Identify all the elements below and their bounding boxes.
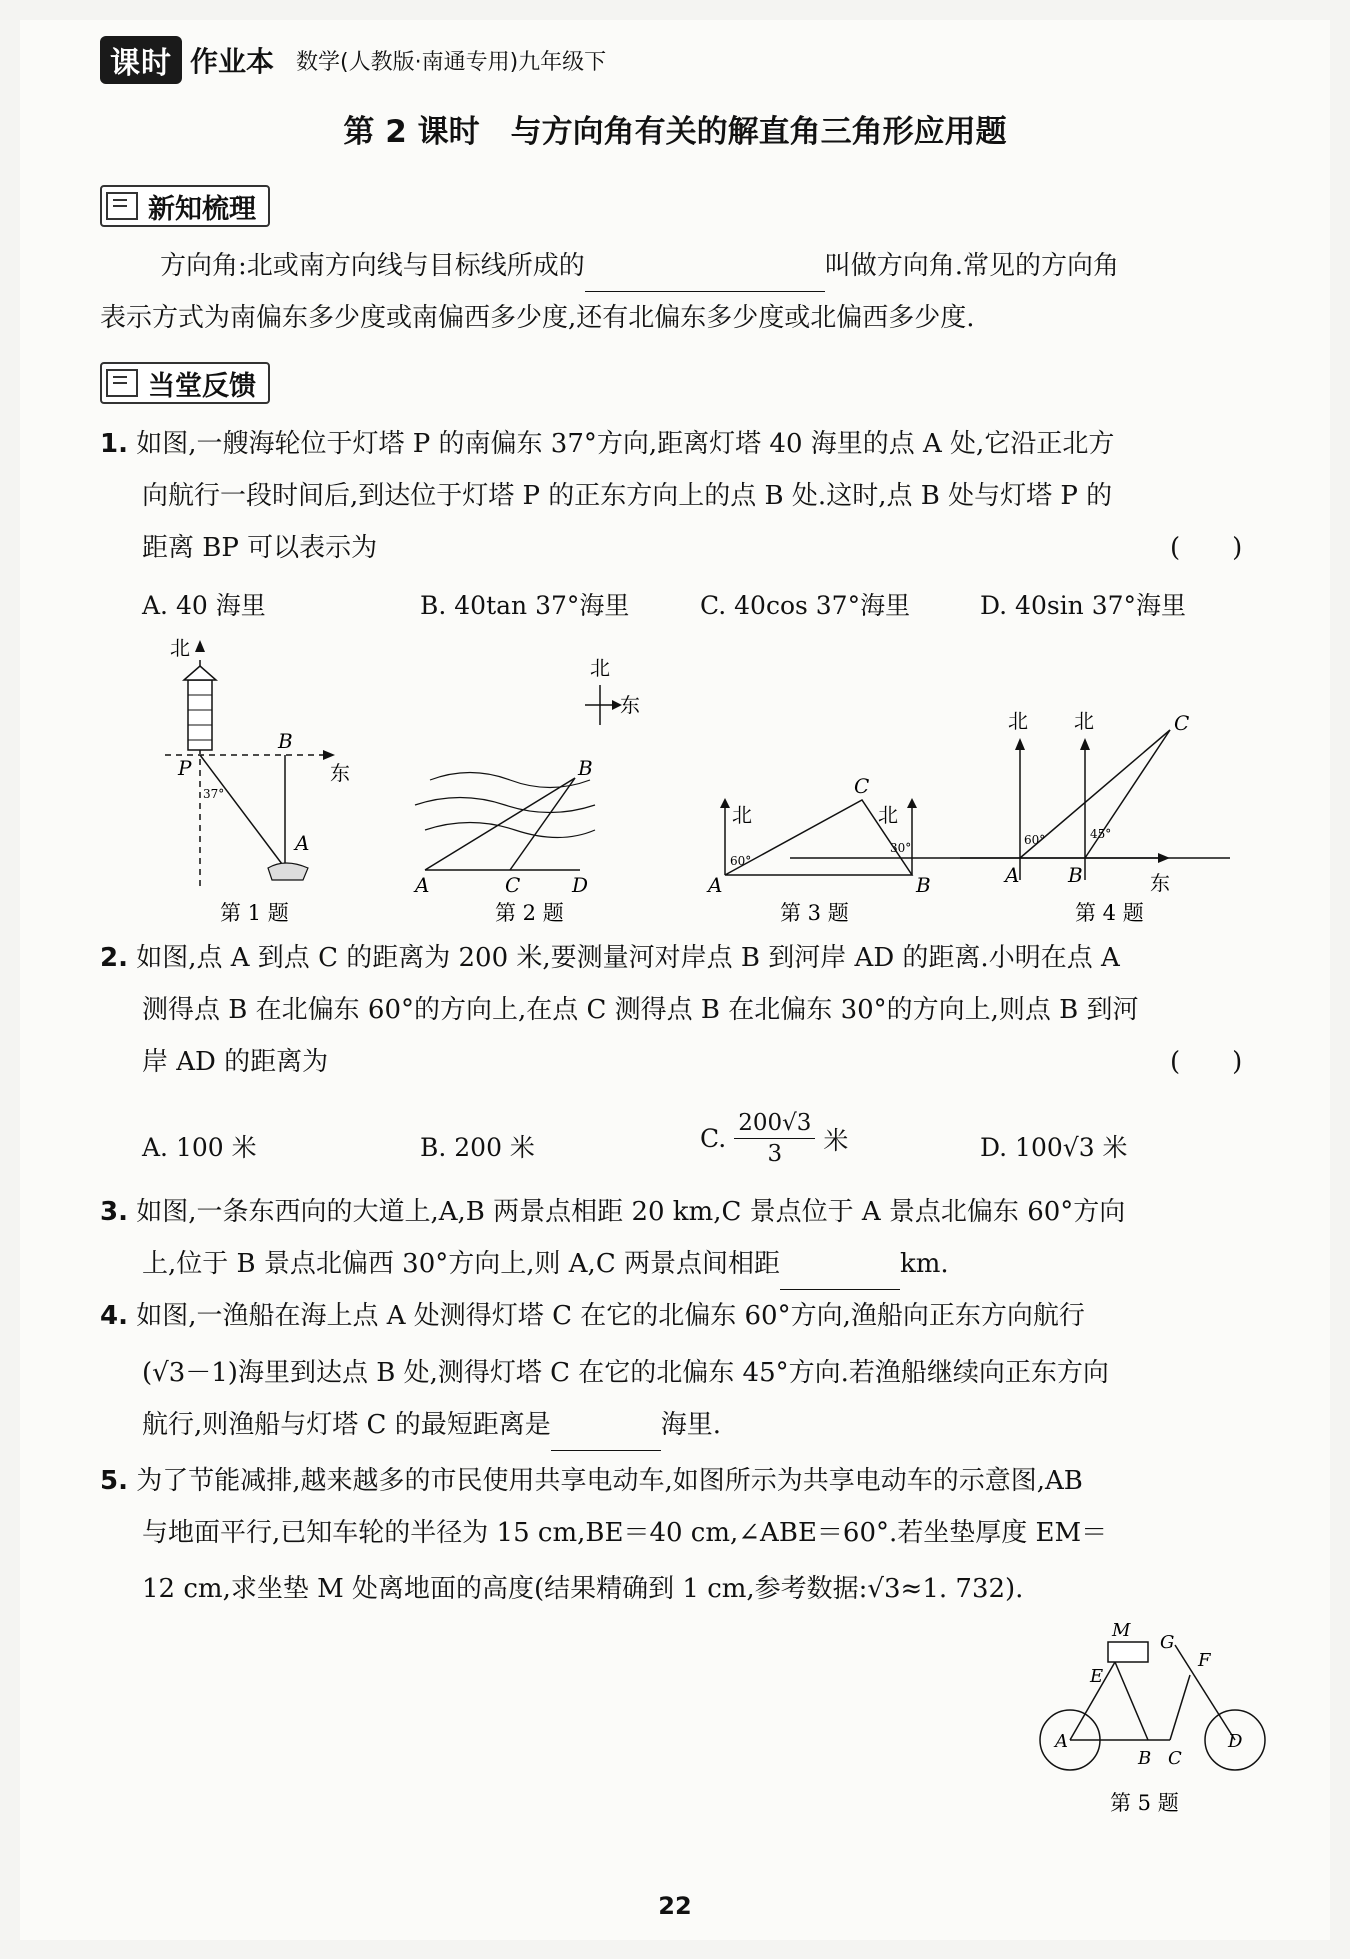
point-a-label: A: [708, 873, 723, 897]
figure-5: [1020, 1620, 1290, 1830]
north-label: 北: [590, 656, 610, 680]
point-b-label: B: [278, 729, 293, 753]
question-2-line-3: 岸 AD 的距离为: [142, 1047, 329, 1077]
angle-60-label: 60°: [730, 854, 752, 868]
question-3-line-2: [142, 1238, 1272, 1290]
figure-5-caption: 第 5 题: [1110, 1791, 1179, 1815]
figure-3-caption: 第 3 题: [780, 901, 849, 925]
lesson-title: 第 2 课时 与方向角有关的解直角三角形应用题: [343, 114, 1007, 150]
question-5-line-3: 12 cm,求坐垫 M 处离地面的高度(结果精确到 1 cm,参考数据:√3≈1. 732).: [142, 1574, 1024, 1604]
question-number: 3.: [100, 1197, 128, 1227]
option-a[interactable]: A. 100 米: [142, 1133, 257, 1162]
figure-2: [413, 656, 640, 925]
question-5: [100, 1455, 1270, 1507]
north-label: 北: [732, 803, 752, 827]
intro-line-1: [160, 240, 1270, 292]
point-b-label: B: [1068, 863, 1083, 887]
fraction: [734, 1108, 815, 1169]
point-m-label: M: [1112, 1620, 1131, 1641]
page-number: 22: [658, 1892, 692, 1920]
question-2-line-2: 测得点 B 在北偏东 60°的方向上,在点 C 测得点 B 在北偏东 30°的方向上,则点 B 到河: [142, 995, 1139, 1025]
option-b[interactable]: B. 200 米: [420, 1133, 535, 1162]
point-e-label: E: [1090, 1666, 1104, 1687]
question-2: [100, 932, 1270, 984]
point-d-label: D: [1228, 1731, 1243, 1752]
question-text: km.: [899, 1249, 949, 1279]
north-label: 北: [1008, 709, 1028, 733]
angle-45-label: 45°: [1090, 827, 1112, 841]
north-label: 北: [878, 803, 898, 827]
question-number: 5.: [100, 1466, 128, 1496]
answer-paren[interactable]: ( ): [1170, 533, 1243, 563]
header: [100, 36, 606, 84]
question-text: 上,位于 B 景点北偏西 30°方向上,则 A,C 两景点间相距: [142, 1249, 780, 1279]
answer-paren[interactable]: ( ): [1170, 1047, 1243, 1077]
point-d-label: D: [572, 873, 589, 897]
point-c-label: C: [1174, 711, 1190, 735]
book-name: 作业本: [190, 45, 275, 78]
section-label: 新知梳理: [148, 193, 256, 225]
question-number: 2.: [100, 943, 128, 973]
point-b-label: B: [916, 873, 931, 897]
east-label: 东: [620, 693, 640, 717]
intro-text: 叫做方向角.常见的方向角: [824, 251, 1120, 281]
question-text: 航行,则渔船与灯塔 C 的最短距离是: [142, 1410, 551, 1440]
point-a-label: A: [1055, 1731, 1068, 1752]
figure-3: [706, 774, 931, 925]
point-p-label: P: [178, 756, 192, 780]
figure-1: [165, 636, 350, 925]
question-text: 如图,点 A 到点 C 的距离为 200 米,要测量河对岸点 B 到河岸 AD 的距离.小明在点 A: [136, 943, 1120, 973]
option-d[interactable]: D. 100√3 米: [980, 1133, 1128, 1162]
point-g-label: G: [1160, 1632, 1175, 1653]
question-text: 如图,一渔船在海上点 A 处测得灯塔 C 在它的北偏东 60°方向,渔船向正东方向航行: [136, 1301, 1085, 1331]
question-5-line-2: 与地面平行,已知车轮的半径为 15 cm,BE＝40 cm,∠ABE＝60°.若坐垫厚度 EM＝: [142, 1518, 1108, 1548]
intro-text: 方向角:北或南方向线与目标线所成的: [160, 251, 585, 281]
question-1: [100, 418, 1270, 470]
section-header-feedback: [100, 362, 270, 404]
angle-30-label: 30°: [890, 841, 912, 855]
question-3: [100, 1186, 1270, 1238]
point-c-label: C: [854, 774, 870, 798]
option-d[interactable]: D. 40sin 37°海里: [980, 591, 1187, 620]
option-c[interactable]: C. 40cos 37°海里: [700, 591, 911, 620]
pencil-icon: [106, 369, 138, 397]
angle-60-label: 60°: [1024, 833, 1046, 847]
ship-icon: [268, 863, 308, 880]
question-text: 海里.: [660, 1410, 721, 1440]
east-label: 东: [1150, 871, 1170, 895]
fraction-denominator: 3: [767, 1141, 783, 1167]
answer-blank[interactable]: [780, 1249, 900, 1290]
north-label: 北: [1074, 709, 1094, 733]
question-4-line-2: (√3－1)海里到达点 B 处,测得灯塔 C 在它的北偏东 45°方向.若渔船继续向正东方向: [142, 1358, 1109, 1388]
question-4-line-3: [142, 1399, 1272, 1451]
point-a-label: A: [1005, 863, 1020, 887]
unit-label: 米: [823, 1125, 849, 1155]
seat-icon: [1108, 1642, 1148, 1662]
figure-4-caption: 第 4 题: [1075, 901, 1144, 925]
point-c-label: C: [505, 873, 521, 897]
point-b-label: B: [578, 756, 593, 780]
subject-line: 数学(人教版·南通专用)九年级下: [296, 49, 607, 75]
question-text: 如图,一条东西向的大道上,A,B 两景点相距 20 km,C 景点位于 A 景点北偏东 60°方向: [136, 1197, 1126, 1227]
figure-2-caption: 第 2 题: [495, 901, 564, 925]
question-text: 为了节能减排,越来越多的市民使用共享电动车,如图所示为共享电动车的示意图,AB: [136, 1466, 1083, 1496]
east-label: 东: [330, 761, 350, 785]
book-icon: [106, 192, 138, 220]
figure-4: [790, 709, 1230, 925]
point-a-label: A: [295, 831, 310, 855]
figures-row: [140, 630, 1270, 930]
point-b-label: B: [1138, 1748, 1152, 1769]
intro-line-2: 表示方式为南偏东多少度或南偏西多少度,还有北偏东多少度或北偏西多少度.: [100, 303, 975, 333]
question-number: 4.: [100, 1301, 128, 1331]
question-4: [100, 1290, 1270, 1342]
option-letter: C.: [700, 1124, 727, 1153]
north-label: 北: [170, 636, 190, 660]
question-1-line-3: 距离 BP 可以表示为: [142, 533, 378, 563]
point-c-label: C: [1168, 1748, 1182, 1769]
question-1-line-2: 向航行一段时间后,到达位于灯塔 P 的正东方向上的点 B 处.这时,点 B 处与灯塔 P 的: [142, 481, 1113, 511]
answer-blank[interactable]: [551, 1410, 661, 1451]
answer-blank[interactable]: [585, 251, 825, 292]
section-header-new: [100, 185, 270, 227]
section-label: 当堂反馈: [148, 370, 256, 402]
point-f-label: F: [1198, 1650, 1211, 1671]
angle-37-label: 37°: [203, 787, 225, 801]
option-b[interactable]: B. 40tan 37°海里: [420, 591, 630, 620]
question-number: 1.: [100, 429, 128, 459]
question-text: 如图,一艘海轮位于灯塔 P 的南偏东 37°方向,距离灯塔 40 海里的点 A 处,它沿正北方: [136, 429, 1115, 459]
fraction-numerator: 200√3: [734, 1108, 815, 1139]
option-a[interactable]: A. 40 海里: [142, 591, 266, 620]
brand-logo: 课时: [100, 36, 182, 84]
point-a-label: A: [415, 873, 430, 897]
figure-1-caption: 第 1 题: [220, 901, 289, 925]
option-c[interactable]: [700, 1108, 848, 1169]
